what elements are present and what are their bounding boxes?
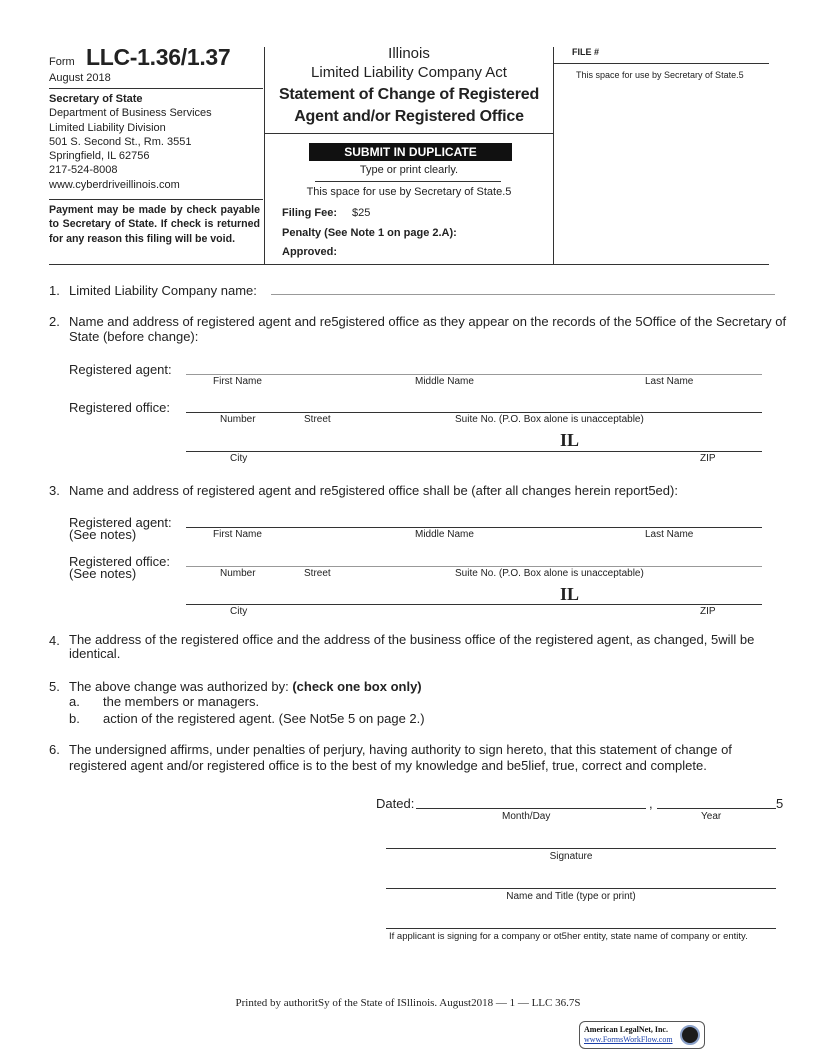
year-field[interactable] xyxy=(657,808,776,809)
new-office-street-field[interactable] xyxy=(186,566,762,567)
current-agent-field[interactable] xyxy=(186,374,762,375)
sos-space-right: This space for use by Secretary of State.5 xyxy=(576,70,744,80)
llc-name-field[interactable] xyxy=(271,294,775,295)
city-caption: City xyxy=(230,606,248,617)
item-4-number: 4. xyxy=(49,633,60,648)
filing-fee-value: $25 xyxy=(352,207,371,219)
middle-name-caption: Middle Name xyxy=(415,376,474,387)
zip-caption: ZIP xyxy=(700,453,716,464)
form-number: LLC-1.36/1.37 xyxy=(86,44,231,70)
office-line: Department of Business Services xyxy=(49,107,212,120)
filing-fee-label: Filing Fee: xyxy=(282,207,337,219)
new-agent-label: Registered agent: xyxy=(69,515,172,530)
header-bottom-rule xyxy=(49,264,769,265)
title-line-2: Agent and/or Registered Office xyxy=(294,108,524,125)
registered-office-label: Registered office: xyxy=(69,400,170,415)
item-5-number: 5. xyxy=(49,679,60,694)
state-name: Illinois xyxy=(388,45,430,62)
payment-rule xyxy=(49,199,263,200)
year-suffix: 5 xyxy=(776,796,784,811)
new-office-see-notes: (See notes) xyxy=(69,566,137,581)
form-prefix: Form xyxy=(49,56,75,68)
office-line: Limited Liability Division xyxy=(49,121,166,134)
state-abbr: IL xyxy=(560,430,580,450)
logo-url: www.FormsWorkFlow.com xyxy=(584,1035,673,1044)
footer-printed-by: Printed by authoritSy of the State of ISllinois. August2018 — 1 — LLC 36.7S xyxy=(235,997,581,1009)
company-caption: If applicant is signing for a company or ot5her entity, state name of company or entity. xyxy=(389,931,748,942)
new-agent-see-notes: (See notes) xyxy=(69,527,137,542)
office-line: www.cyberdriveillinois.com xyxy=(49,178,180,191)
suite-caption: Suite No. (P.O. Box alone is unacceptable) xyxy=(455,414,644,425)
approved-label: Approved: xyxy=(282,246,337,258)
year-caption: Year xyxy=(701,811,722,822)
first-name-caption: First Name xyxy=(213,529,262,540)
item-5-text xyxy=(69,679,422,694)
header-rule xyxy=(49,88,263,89)
payment-note: Payment may be made by check payable to Secretary of State. If check is returned for any reason this filing will be void. xyxy=(49,204,260,245)
street-caption: Street xyxy=(304,414,331,425)
sos-space-note: This space for use by Secretary of State.5 xyxy=(306,186,512,198)
item-5-instruction: (check one box only) xyxy=(292,679,422,694)
middle-name-caption: Middle Name xyxy=(415,529,474,540)
office-line: 217-524-8008 xyxy=(49,164,118,177)
item-6-text: The undersigned affirms, under penalties of perjury, having authority to sign hereto, that this statement of change of registered agent and/or registered office is to the best of my knowledge and be5lief, true, correct and complete. xyxy=(69,742,732,773)
dated-label: Dated: xyxy=(376,796,415,811)
item-2-number: 2. xyxy=(49,314,60,329)
legalnet-logo[interactable] xyxy=(579,1021,705,1049)
logo-company: American LegalNet, Inc. xyxy=(584,1025,668,1034)
act-name: Limited Liability Company Act xyxy=(311,64,507,81)
item-1-number: 1. xyxy=(49,283,60,298)
submit-in-duplicate-badge: SUBMIT IN DUPLICATE xyxy=(309,143,512,161)
current-office-city-field[interactable] xyxy=(186,451,762,452)
header-divider-right xyxy=(553,47,554,264)
short-rule xyxy=(315,181,501,182)
current-office-street-field[interactable] xyxy=(186,412,762,413)
office-title: Secretary of State xyxy=(49,93,143,105)
item-2-text: Name and address of registered agent and re5gistered office as they appear on the records of the 5Office of the Secretary of State (before change): xyxy=(69,314,787,344)
signature-caption: Signature xyxy=(549,851,593,862)
option-a-text[interactable]: the members or managers. xyxy=(103,694,260,709)
file-number-rule xyxy=(554,63,769,64)
office-line: 501 S. Second St., Rm. 3551 xyxy=(49,135,192,148)
number-caption: Number xyxy=(220,568,256,579)
zip-caption: ZIP xyxy=(700,606,716,617)
month-day-field[interactable] xyxy=(416,808,646,809)
logo-globe-icon xyxy=(680,1025,700,1045)
option-b-text[interactable]: action of the registered agent. (See Not5e 5 on page 2.) xyxy=(103,711,425,726)
new-office-label: Registered office: xyxy=(69,554,170,569)
street-caption: Street xyxy=(304,568,331,579)
item-1-label: Limited Liability Company name: xyxy=(69,283,257,298)
file-number-label: FILE # xyxy=(572,47,600,57)
item-5-label: The above change was authorized by: xyxy=(69,679,289,694)
title-rule xyxy=(265,133,553,134)
type-print-note: Type or print clearly. xyxy=(359,164,459,176)
city-caption: City xyxy=(230,453,248,464)
state-abbr: IL xyxy=(560,584,580,604)
title-line-1: Statement of Change of Registered xyxy=(278,86,540,103)
office-address xyxy=(49,92,212,192)
suite-caption: Suite No. (P.O. Box alone is unacceptable) xyxy=(455,568,644,579)
first-name-caption: First Name xyxy=(213,376,262,387)
name-title-field[interactable] xyxy=(386,888,776,889)
option-b-letter: b. xyxy=(69,711,80,726)
new-office-city-field[interactable] xyxy=(186,604,762,605)
item-6-number: 6. xyxy=(49,742,60,757)
last-name-caption: Last Name xyxy=(645,529,694,540)
penalty-label: Penalty (See Note 1 on page 2.A): xyxy=(282,227,457,239)
last-name-caption: Last Name xyxy=(645,376,694,387)
form-date: August 2018 xyxy=(49,72,111,84)
month-day-caption: Month/Day xyxy=(502,811,551,822)
company-field[interactable] xyxy=(386,928,776,929)
option-a-letter: a. xyxy=(69,694,80,709)
item-3-number: 3. xyxy=(49,483,60,498)
new-agent-field[interactable] xyxy=(186,527,762,528)
signature-field[interactable] xyxy=(386,848,776,849)
header-divider-left xyxy=(264,47,265,264)
number-caption: Number xyxy=(220,414,256,425)
dated-comma: , xyxy=(649,796,653,811)
item-3-text: Name and address of registered agent and re5gistered office shall be (after all changes herein report5ed): xyxy=(69,483,678,498)
item-4-text: The address of the registered office and the address of the business office of the registered agent, as changed, 5will be identical. xyxy=(69,632,755,661)
name-title-caption: Name and Title (type or print) xyxy=(506,891,636,902)
office-line: Springfield, IL 62756 xyxy=(49,150,150,163)
registered-agent-label: Registered agent: xyxy=(69,362,172,377)
